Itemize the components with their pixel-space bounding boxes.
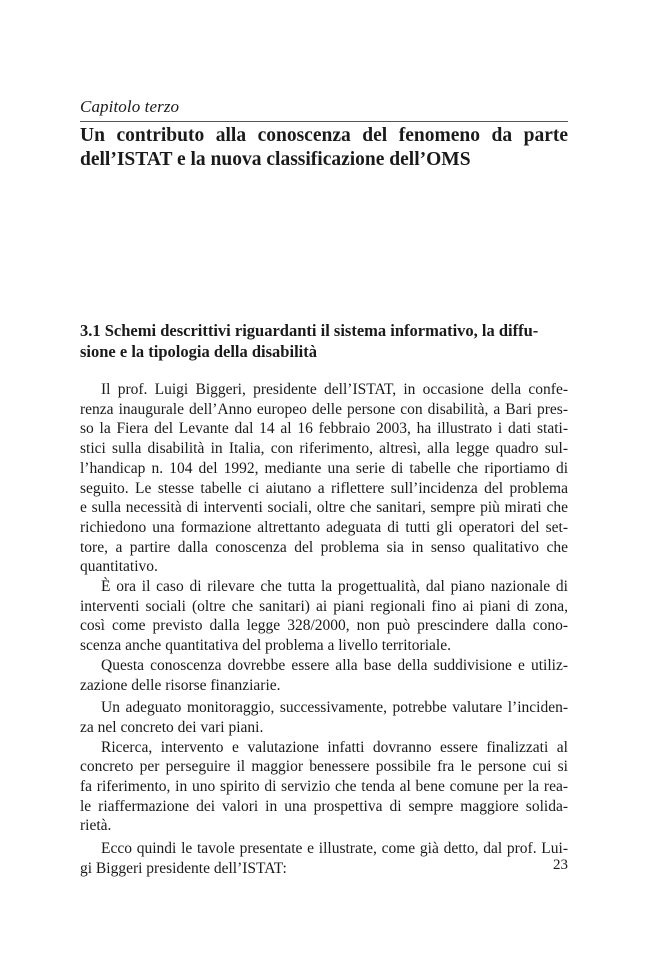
body-line: e sulla necessità di interventi sociali, oltre che sanitari, sempre più mirati che xyxy=(80,499,568,517)
body-line: fa riferimento, in uno spirito di servizio che tenda al bene comune per la rea- xyxy=(80,778,568,796)
chapter-title-line: dell’ISTAT e la nuova classificazione dell’OMS xyxy=(80,149,471,170)
body-line: l’handicap n. 104 del 1992, mediante una serie di tabelle che riportiamo di xyxy=(80,459,568,477)
body-line: quantitativo. xyxy=(80,558,158,576)
body-line: Questa conoscenza dovrebbe essere alla base della suddivisione e utiliz- xyxy=(101,656,568,674)
body-line: richiedono una formazione altrettanto adeguata di tutti gli operatori del set- xyxy=(80,518,568,536)
body-line: Un adeguato monitoraggio, successivamente, potrebbe valutare l’inciden- xyxy=(101,699,568,717)
body-text xyxy=(80,380,568,879)
body-line: rietà. xyxy=(80,817,112,835)
section-title xyxy=(80,320,568,362)
page-number: 23 xyxy=(553,857,568,873)
section-title-line: sione e la tipologia della disabilità xyxy=(80,342,317,361)
body-line: Ricerca, intervento e valutazione infatti dovranno essere finalizzati al xyxy=(101,738,568,756)
body-line: stici sulla disabilità in Italia, con riferimento, altresì, alla legge quadro sul- xyxy=(80,440,568,458)
body-line: za nel concreto dei vari piani. xyxy=(80,718,264,736)
body-line: so la Fiera del Levante dal 14 al 16 febbraio 2003, ha illustrato i dati stati- xyxy=(80,420,568,438)
body-line: Il prof. Luigi Biggeri, presidente dell’ISTAT, in occasione della confe- xyxy=(101,381,568,398)
body-line: Ecco quindi le tavole presentate e illustrate, come già detto, dal prof. Lui- xyxy=(101,840,568,858)
body-line: tore, a partire dalla conoscenza del problema sia in senso qualitativo che xyxy=(80,538,568,556)
body-line: seguito. Le stesse tabelle ci aiutano a riflettere sull’incidenza del problema xyxy=(80,479,568,497)
body-line: zazione delle risorse finanziarie. xyxy=(80,676,281,694)
section-title-line: 3.1 Schemi descrittivi riguardanti il sistema informativo, la diffu- xyxy=(80,321,539,340)
body-line: così come previsto dalla legge 328/2000, non può prescindere dalla cono- xyxy=(80,617,568,635)
body-line: gi Biggeri presidente dell’ISTAT: xyxy=(80,859,287,877)
body-line: scenza anche quantitativa del problema a livello territoriale. xyxy=(80,637,451,655)
body-line: interventi sociali (oltre che sanitari) ai piani regionali fino ai piani di zona, xyxy=(80,597,568,615)
body-line: È ora il caso di rilevare che tutta la progettualità, dal piano nazionale di xyxy=(101,578,568,596)
body-line: renza inaugurale dell’Anno europeo delle persone con disabilità, a Bari pres- xyxy=(80,400,568,418)
chapter-label: Capitolo terzo xyxy=(80,97,180,116)
chapter-title-line: Un contributo alla conoscenza del fenomeno da parte xyxy=(80,125,568,146)
body-line: concreto per perseguire il maggior benessere possibile fra le persone cui si xyxy=(80,758,568,776)
chapter-title xyxy=(80,124,568,172)
chapter-rule xyxy=(80,121,568,122)
body-line: le riaffermazione dei valori in una prospettiva di sempre maggiore solida- xyxy=(80,797,568,815)
